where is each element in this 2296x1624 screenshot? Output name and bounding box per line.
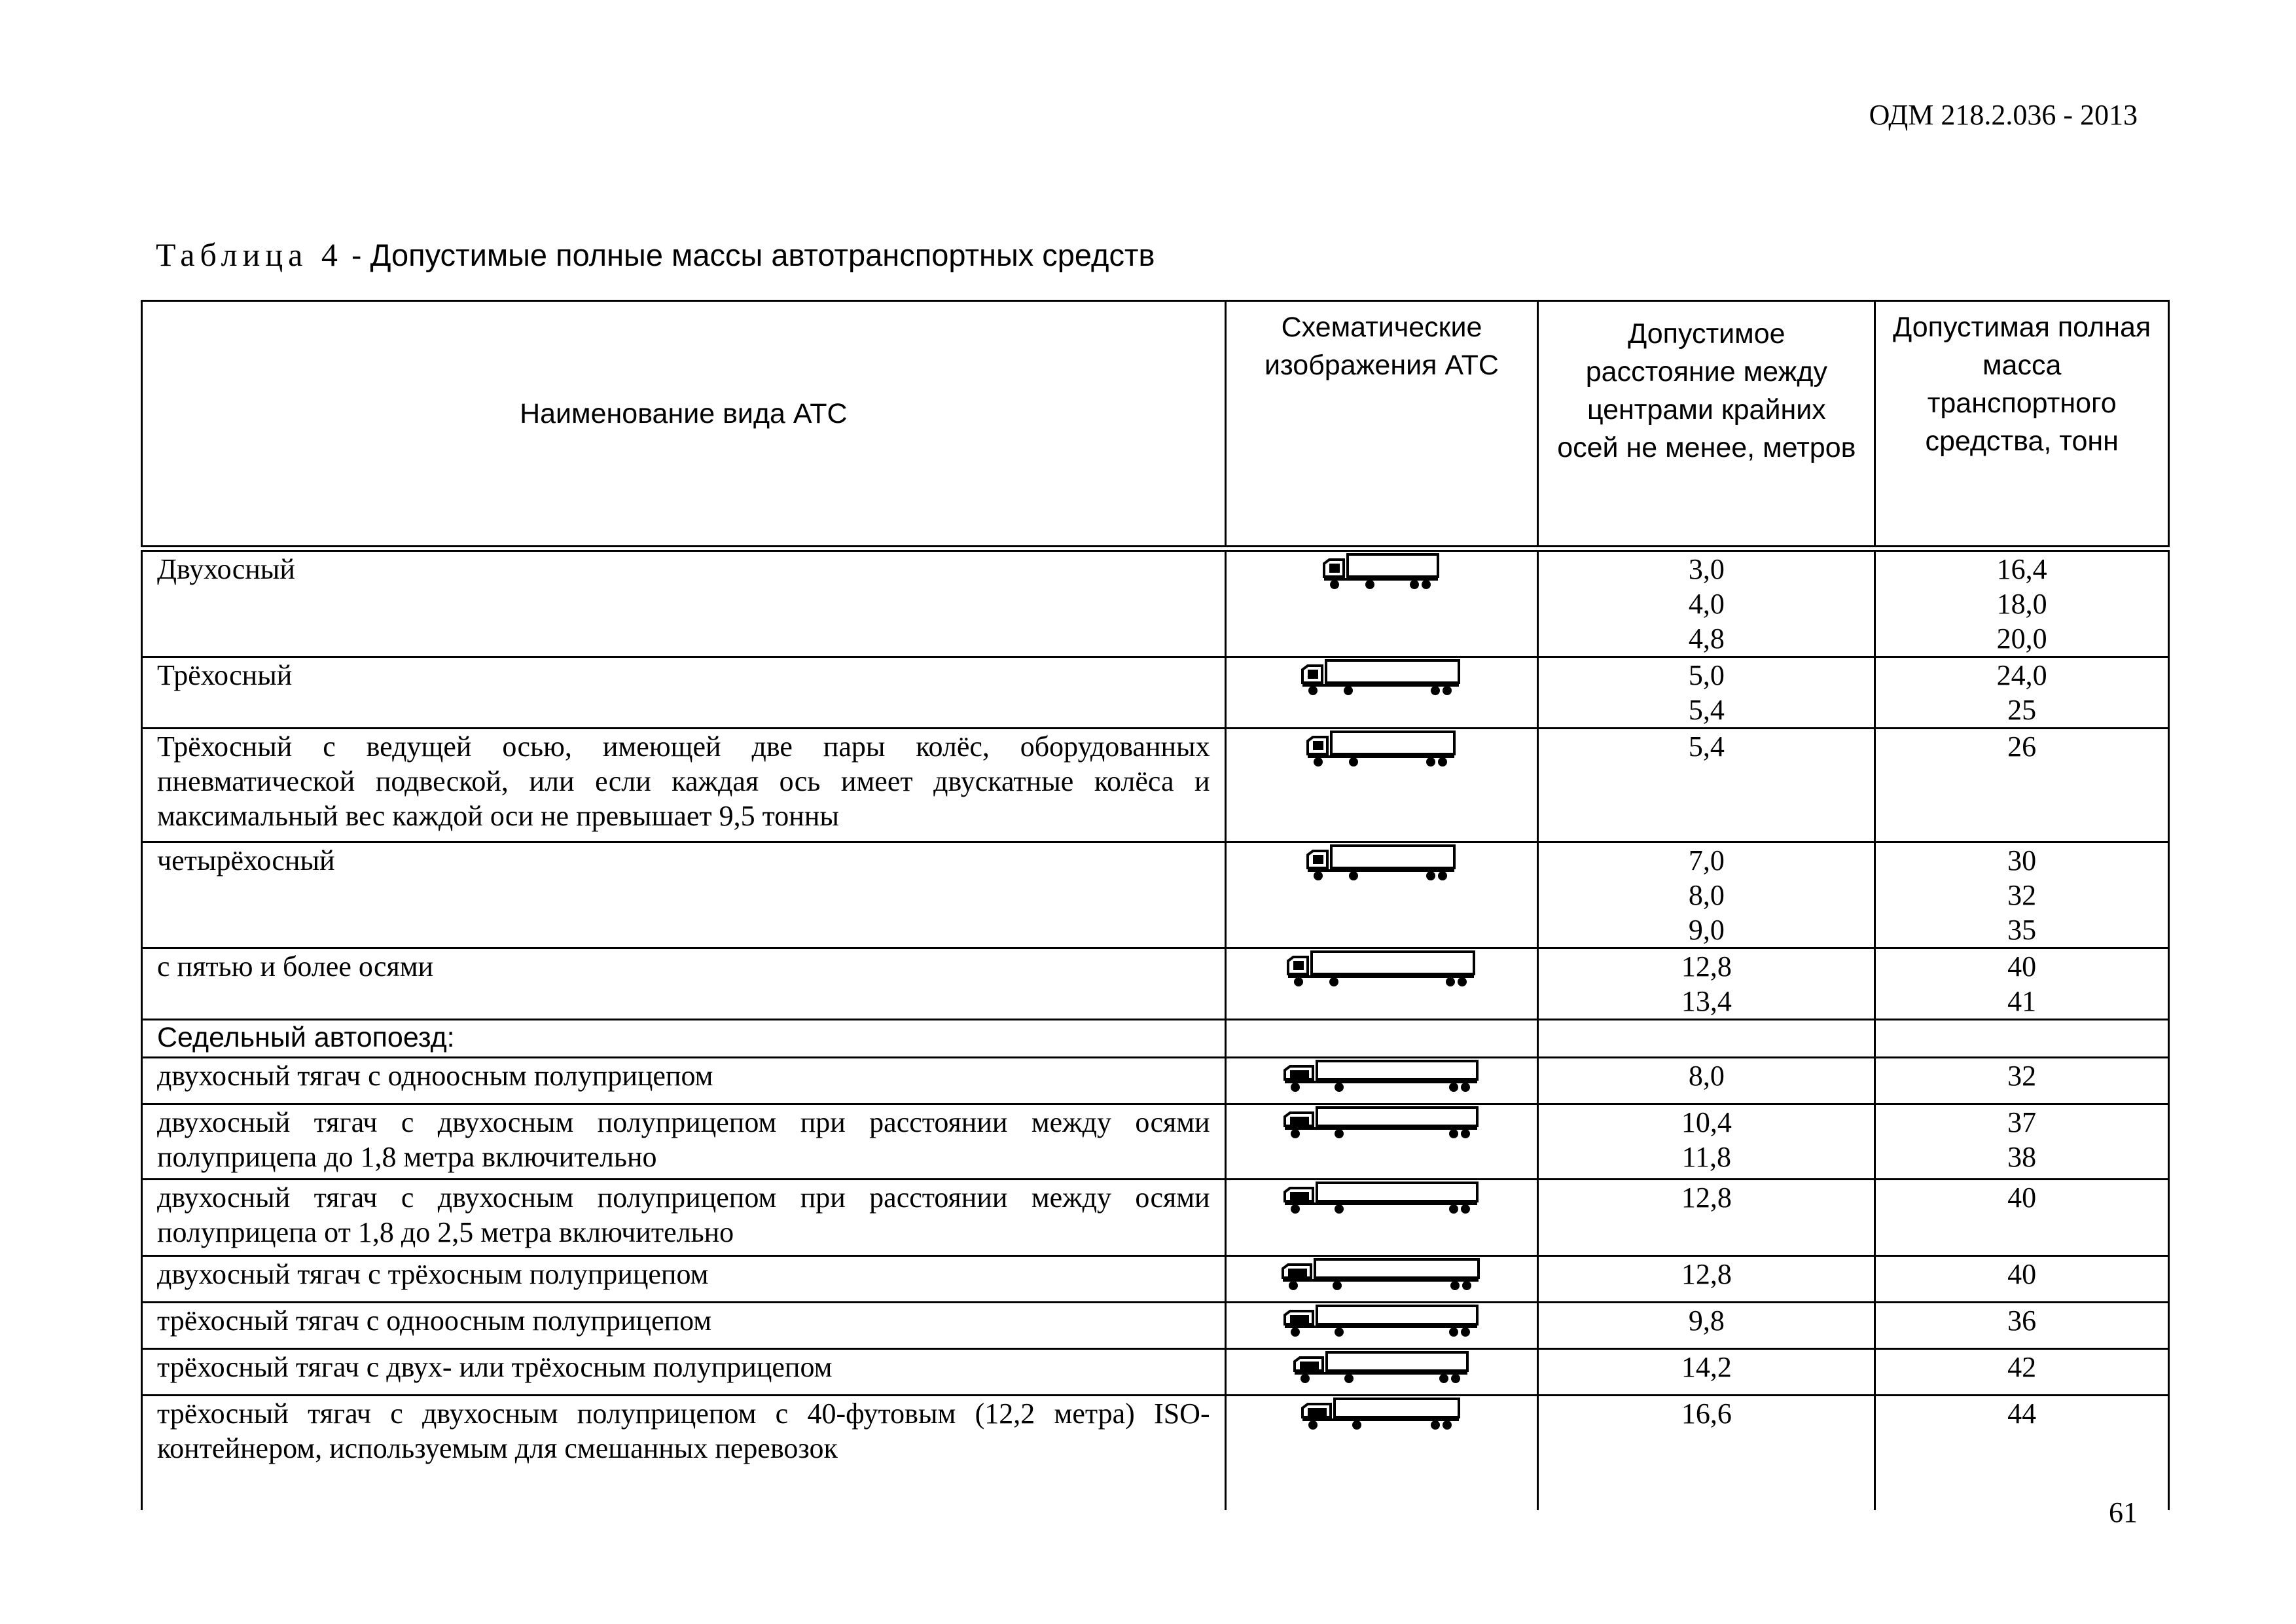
total-mass-value: 32: [2007, 1060, 2037, 1092]
table-caption: [156, 236, 1155, 274]
axle-distance-value: 12,8: [1681, 1258, 1732, 1290]
total-mass-value: 35: [2007, 914, 2037, 946]
total-mass-value: 38: [2007, 1141, 2037, 1173]
tractor-2-semitrailer-2-long-icon: [1283, 1180, 1480, 1214]
schematic-image-cell: [1225, 842, 1538, 948]
axle-distance-value: 3,0: [1688, 553, 1725, 585]
total-mass-value: 18,0: [1996, 588, 2047, 620]
total-mass-value: 44: [2007, 1398, 2037, 1430]
schematic-image-cell: [1225, 1180, 1538, 1256]
vehicle-type-cell: двухосный тягач с двухосным полуприцепом при расстоянии между осями полуприцепа от 1,8 до 2,5 метра включительно: [142, 1180, 1226, 1256]
total-mass-value: 37: [2007, 1106, 2037, 1138]
total-mass-cell: [1875, 549, 2169, 657]
total-mass-cell: [1875, 729, 2169, 842]
axle-distance-value: 12,8: [1681, 1182, 1732, 1214]
total-mass-cell: [1875, 657, 2169, 729]
three-axle-truck-air-suspension-icon: [1306, 729, 1457, 767]
tractor-2-semitrailer-2-short-icon: [1283, 1105, 1480, 1139]
axle-distance-value: 12,8: [1681, 950, 1732, 983]
total-mass-cell: [1875, 1256, 2169, 1303]
vehicle-type-cell: двухосный тягач с одноосным полуприцепом: [142, 1058, 1226, 1104]
total-mass-value: 25: [2007, 694, 2037, 726]
total-mass-value: 24,0: [1996, 659, 2047, 691]
axle-distance-cell: [1538, 1349, 1875, 1396]
header-schematic-image: Схематические изображения АТС: [1225, 301, 1538, 549]
table-row: [142, 549, 2169, 657]
schematic-image-cell: [1225, 1058, 1538, 1104]
axle-distance-cell: [1538, 657, 1875, 729]
axle-distance-value: 14,2: [1681, 1351, 1732, 1383]
table-row: [142, 729, 2169, 842]
total-mass-value: 26: [2007, 731, 2037, 763]
total-mass-cell: [1875, 1058, 2169, 1104]
axle-distance-cell: [1538, 729, 1875, 842]
total-mass-value: 30: [2007, 844, 2037, 876]
table-row: [142, 1396, 2169, 1510]
axle-distance-cell: [1538, 1256, 1875, 1303]
axle-distance-value: 9,0: [1688, 914, 1725, 946]
axle-distance-value: 4,0: [1688, 588, 1725, 620]
axle-distance-value: 8,0: [1688, 1060, 1725, 1092]
axle-distance-cell: [1538, 842, 1875, 948]
vehicle-mass-table: [141, 300, 2170, 1510]
table-body: [142, 549, 2169, 1510]
tractor-3-semitrailer-1-icon: [1283, 1303, 1480, 1337]
vehicle-type-cell: Трёхосный с ведущей осью, имеющей две пары колёс, оборудованных пневматической подвеской, или если каждая ось имеет двускатные колёса и максимальный вес каждой оси не превышает 9,5 тонны: [142, 729, 1226, 842]
total-mass-cell: [1875, 842, 2169, 948]
total-mass-value: 40: [2007, 1182, 2037, 1214]
table-caption-label: Таблица 4: [156, 236, 343, 273]
tractor-2-semitrailer-1-icon: [1283, 1058, 1480, 1092]
axle-distance-value: 9,8: [1688, 1305, 1725, 1337]
total-mass-cell: [1875, 1180, 2169, 1256]
schematic-image-cell: [1225, 1349, 1538, 1396]
table-row: [142, 1256, 2169, 1303]
total-mass-value: 20,0: [1996, 623, 2047, 655]
vehicle-type-cell: двухосный тягач с трёхосным полуприцепом: [142, 1256, 1226, 1303]
schematic-image-cell: [1225, 948, 1538, 1020]
schematic-image-cell: [1225, 549, 1538, 657]
header-vehicle-type: Наименование вида АТС: [142, 301, 1226, 549]
axle-distance-value: 5,4: [1688, 694, 1725, 726]
axle-distance-cell: [1538, 948, 1875, 1020]
axle-distance-cell: [1538, 1020, 1875, 1058]
table-row: [142, 1349, 2169, 1396]
schematic-image-cell: [1225, 1020, 1538, 1058]
axle-distance-cell: [1538, 1104, 1875, 1180]
five-axle-truck-icon: [1287, 949, 1477, 987]
tractor-2-semitrailer-3-icon: [1282, 1257, 1481, 1291]
total-mass-cell: [1875, 948, 2169, 1020]
table-caption-dash: -: [342, 238, 370, 272]
total-mass-value: 36: [2007, 1305, 2037, 1337]
total-mass-value: 40: [2007, 950, 2037, 983]
vehicle-type-cell: с пятью и более осями: [142, 948, 1226, 1020]
total-mass-cell: [1875, 1303, 2169, 1349]
axle-distance-value: 7,0: [1688, 844, 1725, 876]
table-row: [142, 1104, 2169, 1180]
page-number: 61: [2109, 1496, 2138, 1528]
four-axle-truck-icon: [1306, 843, 1457, 881]
total-mass-value: 41: [2007, 985, 2037, 1017]
table-row: [142, 1020, 2169, 1058]
three-axle-truck-icon: [1301, 658, 1462, 696]
table-row: [142, 1058, 2169, 1104]
total-mass-cell: [1875, 1349, 2169, 1396]
vehicle-type-cell: Трёхосный: [142, 657, 1226, 729]
document-code: ОДМ 218.2.036 - 2013: [1869, 99, 2138, 131]
axle-distance-value: 5,4: [1688, 731, 1725, 763]
table-row: [142, 948, 2169, 1020]
schematic-image-cell: [1225, 729, 1538, 842]
tractor-3-container-semitrailer-icon: [1301, 1396, 1462, 1430]
vehicle-type-cell: трёхосный тягач с двух- или трёхосным полуприцепом: [142, 1349, 1226, 1396]
vehicle-type-cell: трёхосный тягач с одноосным полуприцепом: [142, 1303, 1226, 1349]
total-mass-cell: [1875, 1020, 2169, 1058]
total-mass-value: 16,4: [1996, 553, 2047, 585]
table-row: [142, 657, 2169, 729]
tractor-3-semitrailer-2-3-icon: [1293, 1350, 1470, 1384]
axle-distance-cell: [1538, 1303, 1875, 1349]
schematic-image-cell: [1225, 1256, 1538, 1303]
header-axle-distance: Допустимое расстояние между центрами крайних осей не менее, метров: [1538, 301, 1875, 549]
schematic-image-cell: [1225, 1396, 1538, 1510]
table-row: [142, 1303, 2169, 1349]
header-total-mass: Допустимая полная масса транспортного средства, тонн: [1875, 301, 2169, 549]
axle-distance-cell: [1538, 549, 1875, 657]
schematic-image-cell: [1225, 1104, 1538, 1180]
table-caption-title: Допустимые полные массы автотранспортных средств: [370, 238, 1155, 272]
schematic-image-cell: [1225, 1303, 1538, 1349]
two-axle-truck-icon: [1323, 552, 1441, 590]
axle-distance-value: 4,8: [1688, 623, 1725, 655]
vehicle-type-cell: четырёхосный: [142, 842, 1226, 948]
axle-distance-value: 10,4: [1681, 1106, 1732, 1138]
axle-distance-cell: [1538, 1180, 1875, 1256]
vehicle-type-cell: трёхосный тягач с двухосным полуприцепом с 40-футовым (12,2 метра) ISO-контейнером, используемым для смешанных перевозок: [142, 1396, 1226, 1510]
table-row: [142, 842, 2169, 948]
axle-distance-value: 13,4: [1681, 985, 1732, 1017]
axle-distance-value: 16,6: [1681, 1398, 1732, 1430]
table-row: [142, 1180, 2169, 1256]
total-mass-value: 42: [2007, 1351, 2037, 1383]
total-mass-value: 32: [2007, 879, 2037, 911]
axle-distance-cell: [1538, 1396, 1875, 1510]
schematic-image-cell: [1225, 657, 1538, 729]
total-mass-value: 40: [2007, 1258, 2037, 1290]
total-mass-cell: [1875, 1396, 2169, 1510]
total-mass-cell: [1875, 1104, 2169, 1180]
vehicle-type-cell: Двухосный: [142, 549, 1226, 657]
axle-distance-value: 5,0: [1688, 659, 1725, 691]
axle-distance-value: 11,8: [1681, 1141, 1732, 1173]
axle-distance-value: 8,0: [1688, 879, 1725, 911]
header-row: [142, 301, 2169, 549]
vehicle-type-cell: двухосный тягач с двухосным полуприцепом при расстоянии между осями полуприцепа до 1,8 метра включительно: [142, 1104, 1226, 1180]
axle-distance-cell: [1538, 1058, 1875, 1104]
vehicle-type-cell: Седельный автопоезд:: [142, 1020, 1226, 1058]
